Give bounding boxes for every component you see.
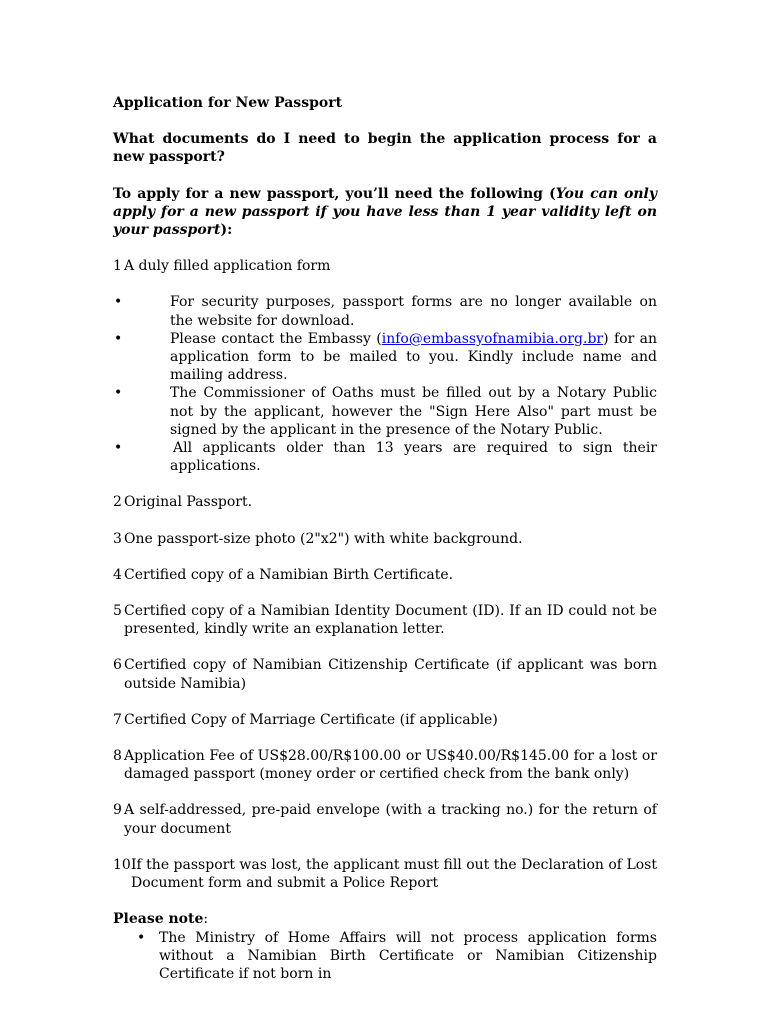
bullet-icon: • bbox=[114, 294, 123, 311]
item-number: 10 bbox=[113, 856, 131, 873]
requirement-item-6 bbox=[113, 656, 657, 692]
bullet-text: The Commissioner of Oaths must be filled out by a Notary Public not by the applicant, however the "Sign Here Also" part must be signed by the applicant in the presence of the Notary Public. bbox=[170, 385, 657, 438]
intro-paragraph bbox=[113, 185, 657, 240]
note-text: The Ministry of Home Affairs will not process application forms without a Namibian Birth Certificate or Namibian Citizenship Certificate if not born in bbox=[159, 929, 657, 982]
document-body bbox=[113, 94, 657, 983]
item-text: A self-addressed, pre-paid envelope (with a tracking no.) for the return of your document bbox=[124, 802, 657, 837]
item-text: Certified copy of a Namibian Birth Certificate. bbox=[124, 566, 454, 583]
item-number: 1 bbox=[113, 258, 122, 275]
bullet-text-end: ) for an application form to be mailed to you. Kindly include name and mailing address. bbox=[170, 330, 658, 384]
intro-text-end: ): bbox=[220, 222, 233, 239]
requirement-item-1 bbox=[113, 257, 657, 275]
bullet-item bbox=[113, 330, 657, 385]
bullet-icon: • bbox=[114, 330, 123, 347]
item-text: A duly filled application form bbox=[124, 258, 331, 275]
note-colon: : bbox=[203, 911, 209, 928]
item-number: 7 bbox=[113, 711, 122, 728]
question-heading: What documents do I need to begin the application process for a new passport? bbox=[113, 131, 657, 166]
item-text: Certified copy of a Namibian Identity Document (ID). If an ID could not be presented, kindly write an explanation letter. bbox=[124, 603, 657, 638]
bullet-item bbox=[113, 439, 657, 475]
requirement-item-4 bbox=[113, 566, 657, 584]
item-text: One passport-size photo (2"x2") with white background. bbox=[124, 530, 523, 547]
bullet-icon: • bbox=[114, 440, 123, 457]
requirement-item-10 bbox=[113, 856, 657, 892]
item-text: Certified Copy of Marriage Certificate (if applicable) bbox=[124, 711, 498, 728]
bullet-icon: • bbox=[114, 385, 123, 402]
item-text: Application Fee of US$28.00/R$100.00 or US$40.00/R$145.00 for a lost or damaged passport (money order or certified check from the bank only) bbox=[124, 748, 657, 783]
note-heading bbox=[113, 910, 657, 928]
item-number: 9 bbox=[113, 802, 122, 819]
bullet-text: All applicants older than 13 years are required to sign their applications. bbox=[170, 440, 657, 475]
bullet-text: For security purposes, passport forms are no longer available on the website for download. bbox=[170, 294, 657, 329]
item-text: If the passport was lost, the applicant must fill out the Declaration of Lost Document form and submit a Police Report bbox=[131, 856, 657, 892]
requirement-item-9 bbox=[113, 801, 657, 837]
item-text: Original Passport. bbox=[124, 494, 253, 511]
bullet-icon: • bbox=[137, 929, 146, 946]
item-number: 2 bbox=[113, 494, 122, 511]
item-number: 4 bbox=[113, 566, 122, 583]
item-number: 6 bbox=[113, 657, 122, 674]
requirement-item-2 bbox=[113, 493, 657, 511]
intro-italic-note: You can only apply for a new passport if you have less than 1 year validity left on your passport bbox=[113, 185, 657, 239]
note-item bbox=[113, 929, 657, 984]
requirement-item-8 bbox=[113, 747, 657, 783]
embassy-email-link[interactable]: info@embassyofnamibia.org.br bbox=[381, 330, 604, 347]
requirement-item-3 bbox=[113, 530, 657, 548]
note-label: Please note bbox=[113, 911, 204, 928]
bullet-text: Please contact the Embassy ( bbox=[170, 330, 382, 347]
bullet-item bbox=[113, 293, 657, 329]
note-list bbox=[113, 929, 657, 984]
item-number: 5 bbox=[113, 603, 122, 620]
bullet-item bbox=[113, 384, 657, 439]
item-text: Certified copy of Namibian Citizenship Certificate (if applicant was born outside Namibia) bbox=[124, 657, 657, 692]
requirement-item-5 bbox=[113, 602, 657, 638]
document-title: Application for New Passport bbox=[113, 95, 343, 111]
item-number: 3 bbox=[113, 530, 122, 547]
intro-text: To apply for a new passport, you’ll need the following ( bbox=[113, 185, 556, 202]
requirement-item-7 bbox=[113, 711, 657, 729]
item-number: 8 bbox=[113, 748, 122, 765]
application-form-notes bbox=[113, 293, 657, 475]
